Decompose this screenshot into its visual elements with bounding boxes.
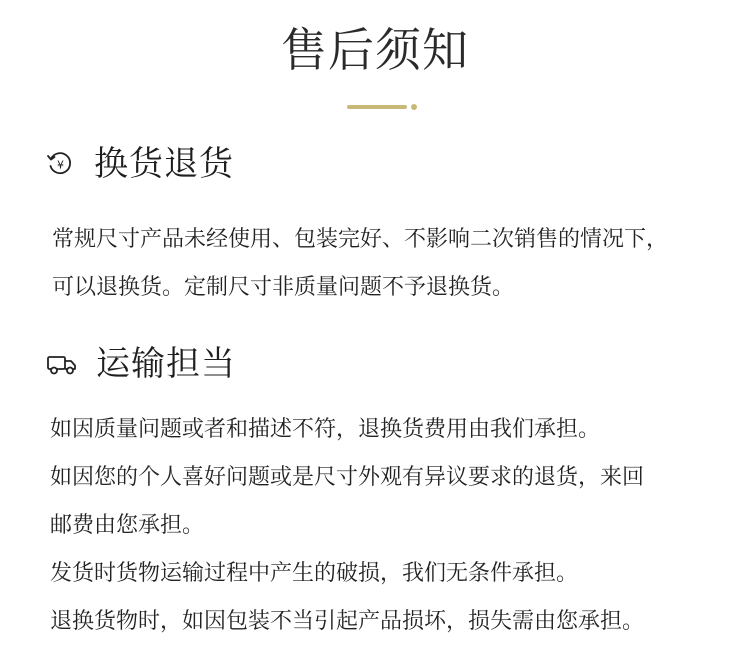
body-line: 退换货物时，如因包装不当引起产品损坏，损失需由您承担。	[50, 609, 645, 634]
page-title: 售后须知	[281, 23, 469, 77]
body-line: 邮费由您承担。	[50, 513, 205, 538]
section-body-exchange	[52, 216, 742, 312]
body-line: 发货时货物运输过程中产生的破损，我们无条件承担。	[50, 561, 579, 586]
body-line: 可以退换货。定制尺寸非质量问题不予退换货。	[52, 275, 515, 300]
title-underline	[347, 105, 407, 109]
section-body-shipping	[50, 406, 740, 646]
section-heading-label: 运输担当	[96, 344, 236, 384]
delivery-truck-icon	[46, 350, 74, 378]
refund-yen-icon	[46, 150, 74, 178]
section-heading-label: 换货退货	[94, 144, 234, 184]
title-underline-dot	[411, 104, 417, 110]
svg-text:¥: ¥	[57, 158, 64, 172]
body-line: 如因您的个人喜好问题或是尺寸外观有异议要求的退货，来回	[50, 465, 645, 490]
body-line: 常规尺寸产品未经使用、包装完好、不影响二次销售的情况下，	[52, 227, 669, 252]
body-line: 如因质量问题或者和描述不符，退换货费用由我们承担。	[50, 417, 601, 442]
section-heading-exchange	[46, 142, 234, 186]
section-heading-shipping	[46, 342, 236, 386]
